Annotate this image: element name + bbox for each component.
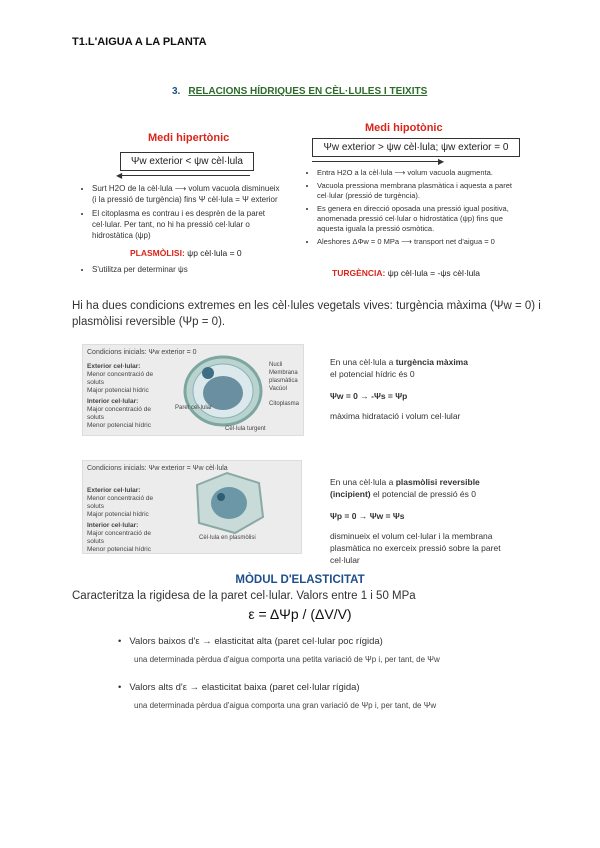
modul-item-2 [118,682,518,710]
figure1-ext-title: Exterior cel·lular: [87,363,141,370]
section-title [172,86,427,97]
figure2-int-title: Interior cel·lular: [87,522,139,529]
figure-turgent-cell [82,344,304,436]
turgencia-maxima-bold: turgència màxima [395,357,468,367]
hypotonic-bullet-2: • Vacuola pressiona membrana plasmàtica i aquesta a paret cel·lular (pressió de turgència). [317,181,515,201]
plasmolisi-reversible-bold: plasmòlisi reversible [395,477,480,487]
document-header-title: T1.L'AIGUA A LA PLANTA [72,36,207,48]
figure1-label-citoplasma: Citoplasma [269,401,300,407]
hypotonic-bullets [305,168,515,250]
plasmolisi-formula: Ψp = 0 → Ψw = Ψs [330,511,405,521]
turgencia-text-line2: el potencial hídric és 0 [330,369,415,379]
section-title-text: RELACIONS HÍDRIQUES EN CÈL·LULES I TEIXITS [188,86,428,97]
figure1-ext-item-1: Menor concentració de soluts [87,371,154,386]
figure1-label-membrana: Membrana plasmàtica [269,370,298,384]
figure2-legend [87,487,162,554]
plasmolisi-line [130,248,242,258]
modul-item-1 [118,636,518,664]
plasmolisi-label: PLASMÒLISI: [130,248,185,258]
plasmolisi-text-line1: En una cèl·lula a plasmòlisi reversible [330,477,480,487]
plasmolisi-text-block [330,476,530,566]
figure2-ext-item-2: Major potencial hídric [87,511,149,518]
turgencia-text-line3: màxima hidratació i volum cel·lular [330,411,461,421]
plasmolysed-cell-illustration [187,471,267,535]
turgencia-line [332,268,480,278]
figure1-int-item-1: Major concentració de soluts [87,406,151,421]
figure1-legend [87,363,162,430]
hypertonic-arrow-line [120,175,250,176]
intro-paragraph: Hi ha dues condicions extremes en les cèl·lules vegetals vives: turgència màxima (Ψw = 0) i plasmòlisi reversible (Ψp = 0). [72,300,541,328]
hypertonic-bullets [80,183,285,244]
hypotonic-box: Ψw exterior > ψw cèl·lula; ψw exterior = 0 [312,138,520,157]
figure1-label-vacuol: Vacúol [269,386,287,392]
turgencia-formula: Ψw = 0 → -Ψs = Ψp [330,391,408,401]
modul-elasticitat-title: MÒDUL D'ELASTICITAT [235,574,365,586]
figure2-condition: Condicions inicials: Ψw exterior = Ψw cèl·lula [87,465,228,472]
turgencia-value: ψp cèl·lula = -ψs cèl·lula [387,268,480,278]
figure1-labels [269,361,303,393]
modul-formula: ε = ΔΨp / (ΔV/V) [248,606,352,622]
figure2-ext-title: Exterior cel·lular: [87,487,141,494]
figure2-int-item-1: Major concentració de soluts [87,530,151,545]
plasmolisi-value: ψp cèl·lula = 0 [187,248,242,258]
figure1-condition: Condicions inicials: Ψw exterior = 0 [87,349,197,356]
turgencia-label: TURGÈNCIA: [332,268,386,278]
figure1-int-item-2: Menor potencial hídric [87,422,151,429]
hypotonic-bullet-1: • Entra H2O a la cèl·lula ⟶ volum vacuola augmenta. [317,168,515,178]
figure-plasmolysed-cell [82,460,302,554]
figure1-caption: Cèl·lula turgent [225,426,266,432]
modul-intro: Caracteritza la rigidesa de la paret cel·lular. Valors entre 1 i 50 MPa [72,590,416,602]
figure1-label-nucli: Nucli [269,362,283,368]
figure2-ext-item-1: Menor concentració de soluts [87,495,154,510]
figure1-int-title: Interior cel·lular: [87,398,139,405]
figure1-ext-item-2: Major potencial hídric [87,387,149,394]
hypertonic-last-bullet: • S'utilitza per determinar ψs [92,264,280,275]
hypotonic-arrow-line [312,161,442,162]
modul-item-2-sub: una determinada pèrdua d'aigua comporta una gran variació de Ψp i, per tant, de Ψw [134,701,437,710]
hypotonic-bullet-4: • Aleshores ΔΦw = 0 MPa ⟶ transport net d'aigua = 0 [317,237,515,247]
figure1-label-paret: Paret cel·lular [175,405,213,411]
modul-item-1-head: • Valors baixos d'ε → elasticitat alta (paret cel·lular poc rígida) [118,636,383,647]
arrow-right-icon: ▶ [438,157,445,166]
plasmolisi-text-line2: (incipient) el potencial de pressió és 0 [330,489,476,499]
hypertonic-box: Ψw exterior < ψw cèl·lula [120,152,254,171]
hypertonic-bullet-2: • El citoplasma es contrau i es desprèn de la paret cel·lular. Per tant, no hi ha pressió cel·lular o hidrostàtica (ψp) [92,208,285,241]
plasmolisi-paragraph: disminueix el volum cel·lular i la membrana plasmàtica no exerceix pressió sobre la paret cel·lular [330,531,501,565]
arrow-left-icon: ◀ [116,171,123,180]
hypertonic-heading: Medi hipertònic [148,132,230,144]
hypertonic-bullet-1: • Surt H2O de la cèl·lula ⟶ volum vacuola disminueix (i la pressió de turgència) fins Ψ cèl·lula = Ψ exterior [92,183,285,205]
hypotonic-heading: Medi hipotònic [365,122,443,134]
turgencia-text-block [330,356,530,422]
modul-item-2-head: • Valors alts d'ε → elasticitat baixa (paret cel·lular rígida) [118,682,360,693]
turgencia-text-line1: En una cèl·lula a turgència màxima [330,357,468,367]
modul-item-1-sub: una determinada pèrdua d'aigua comporta una petita variació de Ψp i, per tant, de Ψw [134,655,440,664]
hypertonic-last-bullet-wrap [80,264,280,278]
section-number: 3. [172,86,181,97]
hypotonic-bullet-3: • Es genera en direcció oposada una pressió igual positiva, anomenada pressió cel·lular o hidrostàtica (ψp) fins que aquesta iguala la pressió osmòtica. [317,204,515,234]
turgent-cell-illustration [178,351,268,431]
figure2-int-item-2: Menor potencial hídric [87,546,151,553]
figure2-caption: Cèl·lula en plasmòlisi [199,535,256,541]
